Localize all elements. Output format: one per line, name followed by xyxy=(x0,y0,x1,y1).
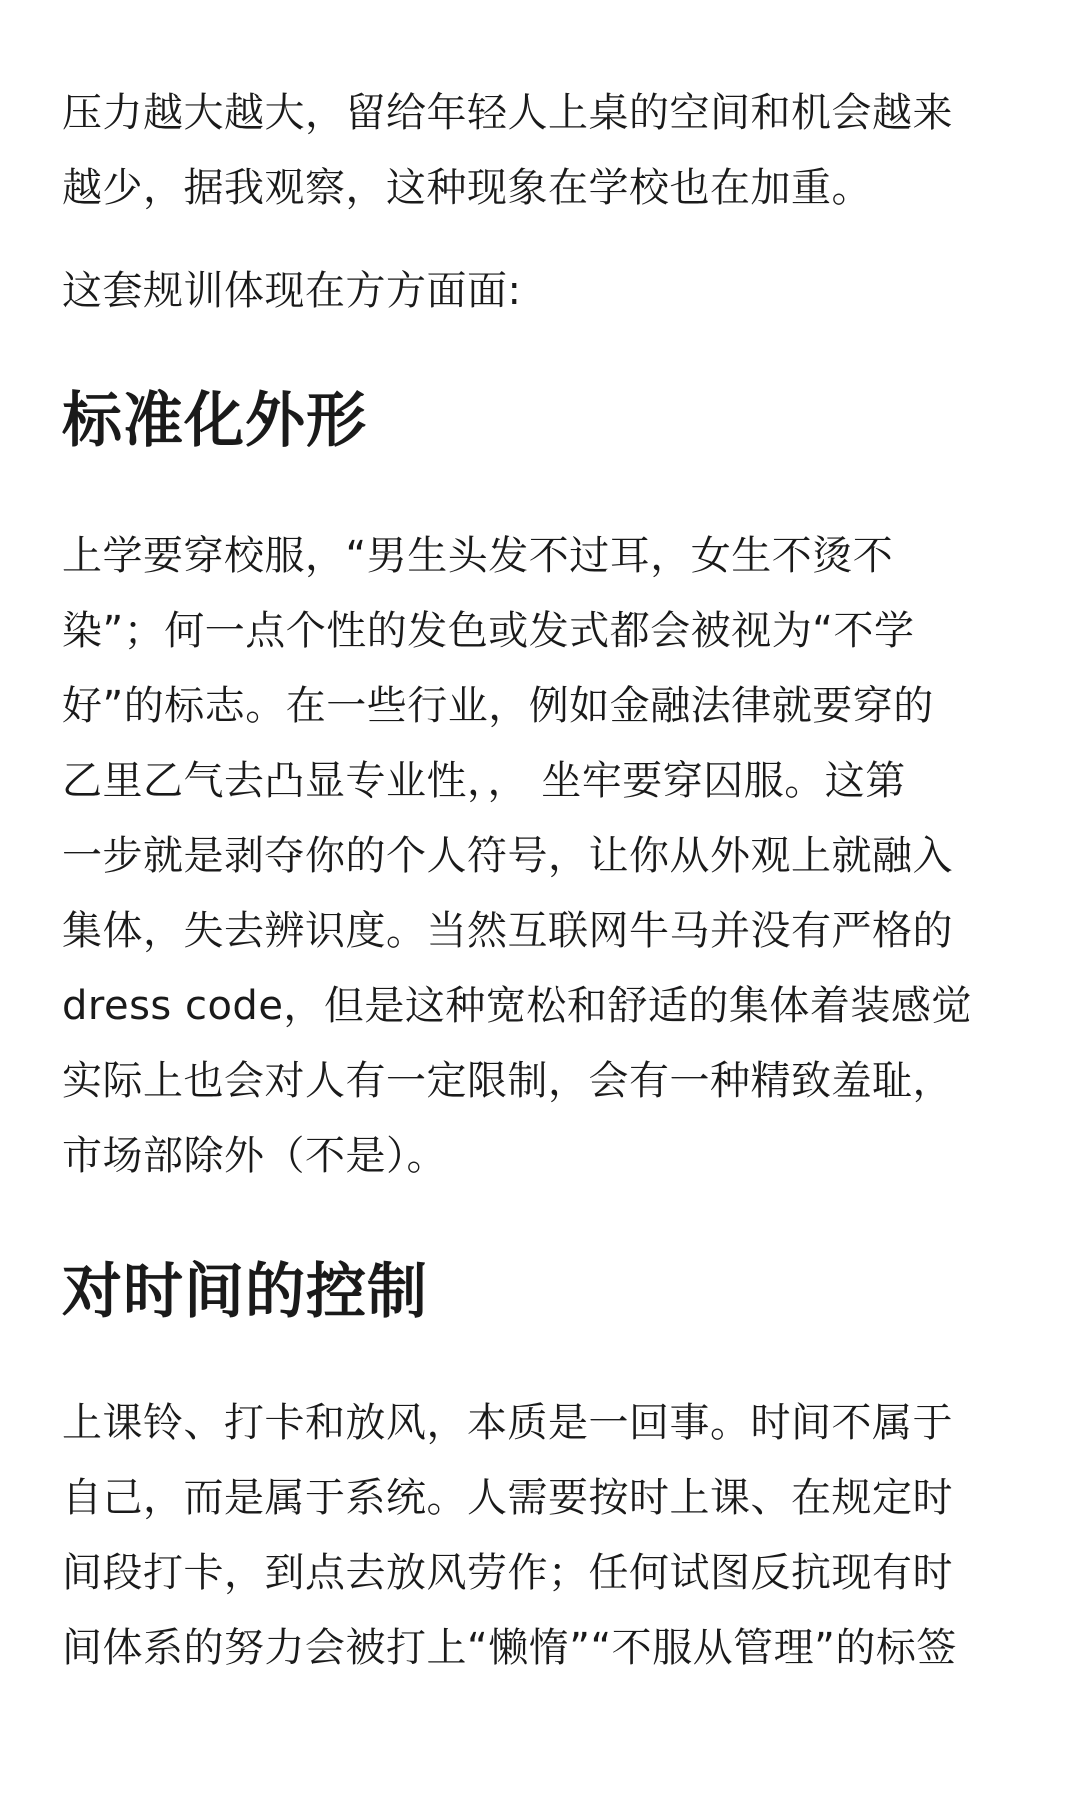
text-line: 实际上也会对人有一定限制，会有一种精致羞耻， xyxy=(62,1058,953,1104)
text-line: dress code，但是这种宽松和舒适的集体着装感觉 xyxy=(62,983,972,1029)
text-line: 压力越大越大，留给年轻人上桌的空间和机会越来 xyxy=(62,90,953,136)
text-line: 上课铃、打卡和放风，本质是一回事。时间不属于 xyxy=(62,1400,953,1446)
text-line: 市场部除外（不是）。 xyxy=(62,1133,447,1179)
text-line: 集体，失去辨识度。当然互联网牛马并没有严格的 xyxy=(62,908,953,954)
section-heading-wrapper xyxy=(62,1194,1018,1386)
intro-paragraph xyxy=(62,76,1018,226)
section-paragraph-appearance xyxy=(62,519,1018,1194)
section-heading-appearance: 标准化外形 xyxy=(62,386,367,456)
article-body xyxy=(62,76,1018,1686)
section-heading-time-control: 对时间的控制 xyxy=(62,1257,428,1327)
lead-paragraph xyxy=(62,254,1018,329)
text-line: 这套规训体现在方方面面: xyxy=(62,268,522,314)
text-line: 自己，而是属于系统。人需要按时上课、在规定时 xyxy=(62,1475,953,1521)
text-line: 染”；何一点个性的发色或发式都会被视为“不学 xyxy=(62,608,915,654)
text-line: 间体系的努力会被打上“懒惰”“不服从管理”的标签 xyxy=(62,1625,957,1671)
text-line: 乙里乙气去凸显专业性，， 坐牢要穿囚服。这第 xyxy=(62,758,906,804)
section-heading-wrapper xyxy=(62,329,1018,519)
text-line: 上学要穿校服，“男生头发不过耳，女生不烫不 xyxy=(62,533,894,579)
text-line: 越少，据我观察，这种现象在学校也在加重。 xyxy=(62,165,872,211)
text-line: 一步就是剥夺你的个人符号，让你从外观上就融入 xyxy=(62,833,953,879)
text-line: 间段打卡，到点去放风劳作；任何试图反抗现有时 xyxy=(62,1550,953,1596)
text-line: 好”的标志。在一些行业，例如金融法律就要穿的 xyxy=(62,683,934,729)
section-paragraph-time-control xyxy=(62,1386,1018,1686)
